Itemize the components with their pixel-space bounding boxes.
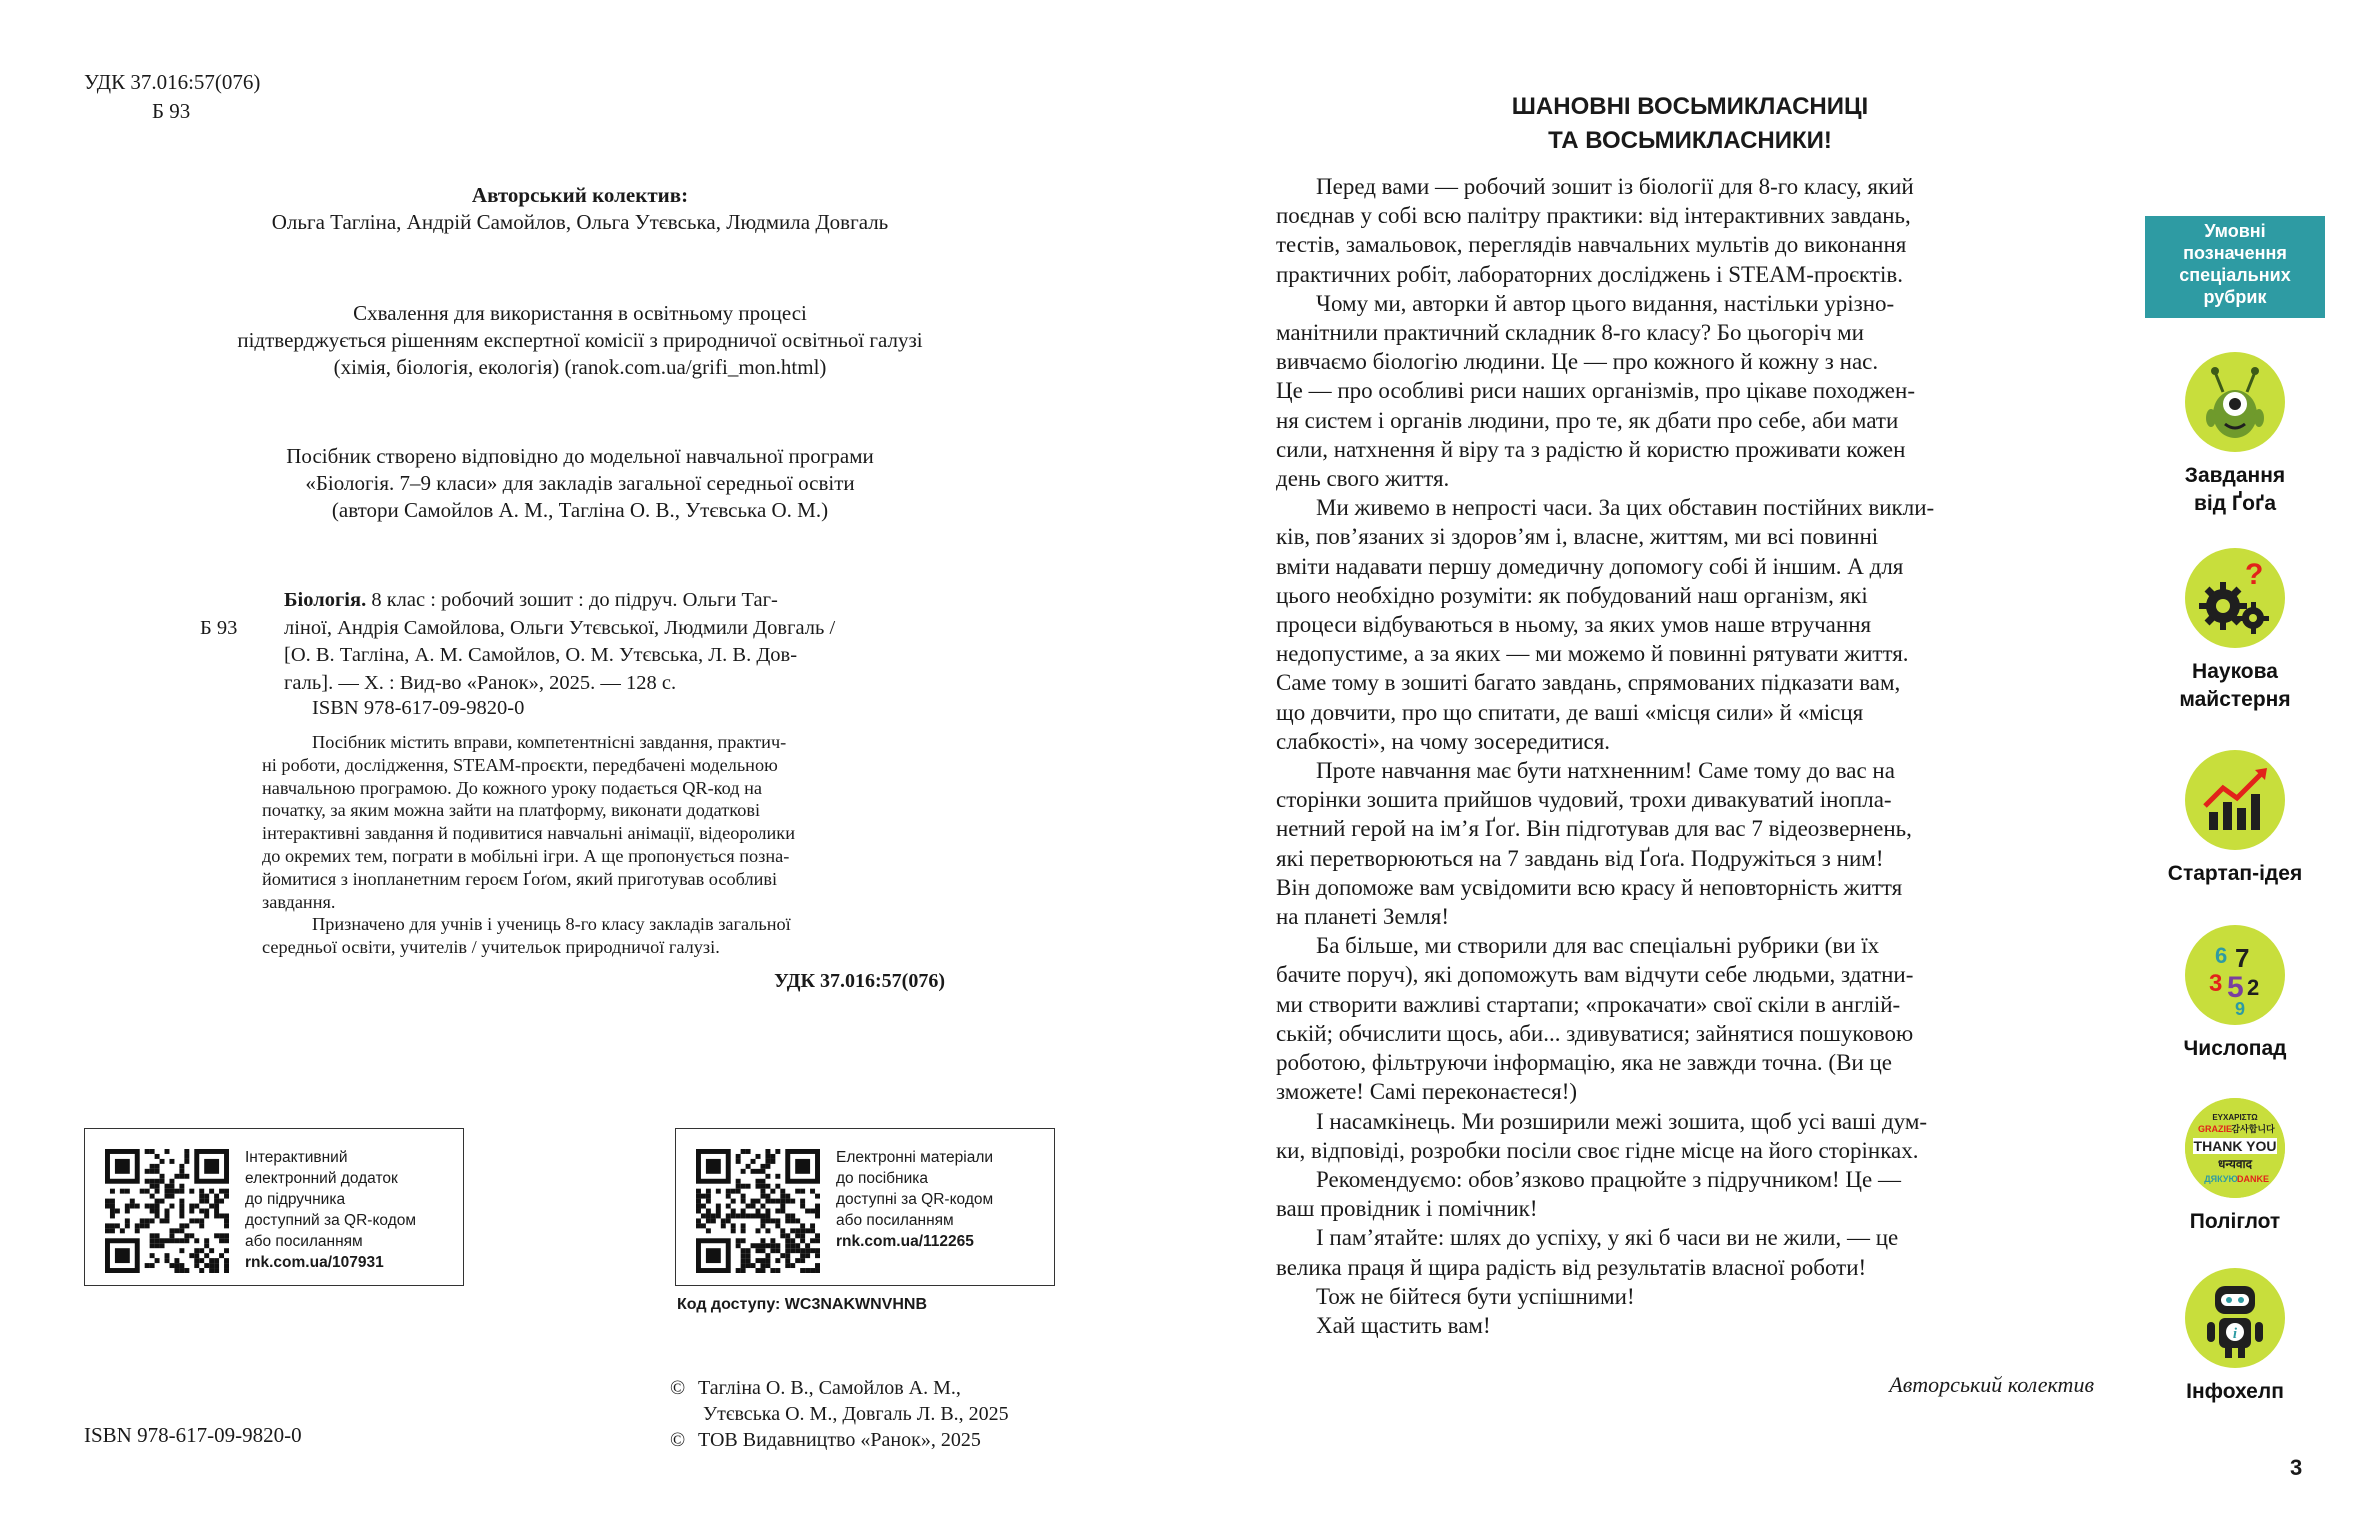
rubric-label-line: від Ґоґа <box>2193 492 2277 515</box>
preface-line: сили, натхнення й віру та з радістю й користю проживати кожен <box>1276 436 1906 462</box>
preface-line: ми створити важливі стартапи; «прокачати» свої скіли в англій- <box>1276 991 1901 1017</box>
biblio-code: Б 93 <box>200 616 238 639</box>
preface-text <box>1276 172 2094 1340</box>
rubrics-legend-box <box>2145 216 2325 318</box>
biblio-line: 8 клас : робочий зошит : до підруч. Ольги Таг- <box>366 589 778 611</box>
qr-caption-line: електронний додаток <box>245 1170 398 1187</box>
qr-block-materials <box>675 1128 1055 1286</box>
annotation-line: ні роботи, дослідження, STEAM-проєкти, передбачені модельною <box>262 754 778 775</box>
preface-line: бачите поруч), які допоможуть вам відчути себе людьми, здатни- <box>1276 962 1914 988</box>
preface-paragraph <box>1276 1311 2094 1340</box>
preface-line: що довчити, про що спитати, де ваші «місця сили» й «місця <box>1276 699 1864 725</box>
copyright-line: Утєвська О. М., Довгаль Л. В., 2025 <box>703 1403 1009 1425</box>
rubric-gog-tasks <box>2130 352 2340 518</box>
preface-line: І насамкінець. Ми розширили межі зошита, щоб усі ваші дум- <box>1316 1108 1928 1134</box>
qr-caption-line: доступні за QR-кодом <box>836 1191 994 1208</box>
rubric-label-line: майстерня <box>2179 688 2291 711</box>
polyglot-word: 감사합니다 <box>2231 1124 2275 1134</box>
rubric-science-workshop <box>2130 548 2340 714</box>
annotation-paragraph <box>262 731 945 913</box>
page-number: 3 <box>2290 1455 2303 1480</box>
preface-paragraph <box>1276 756 2094 931</box>
preface-line: Це — про особливі риси наших організмів, про цікаве походжен- <box>1276 378 1915 404</box>
preface-line: поєднав у собі всю палітру практики: від інтерактивних завдань, <box>1276 203 1911 229</box>
preface-line: нетний герой на ім’я Ґоґ. Він підготував для вас 7 відеозвернень, <box>1276 816 1912 842</box>
preface-paragraph <box>1276 172 2094 289</box>
signature: Авторський колектив <box>1889 1372 2094 1397</box>
gears-question-icon <box>2185 548 2285 648</box>
polyglot-word: ДЯКУЮ <box>2204 1174 2238 1184</box>
annotation-line: Призначено для учнів і учениць 8-го класу закладів загальної <box>312 914 791 935</box>
annotation-line: навчальною програмою. До кожного уроку подається QR-код на <box>262 777 763 798</box>
copyright-block <box>670 1375 1009 1453</box>
preface-line: Хай щастить вам! <box>1316 1312 1491 1338</box>
number-glyph: 5 <box>2227 971 2244 1004</box>
rubric-label-line: Завдання <box>2184 464 2286 487</box>
preface-line: Проте навчання має бути натхненним! Саме тому до вас на <box>1316 758 1895 784</box>
udk-header <box>84 68 260 126</box>
rubric-label <box>2130 658 2340 714</box>
preface-line: Саме тому в зошиті багато завдань, спрямованих підказати вам, <box>1276 670 1901 696</box>
preface-line: які перетворюються на 7 завдань від Ґоґа. Подружіться з ним! <box>1276 845 1884 871</box>
preface-paragraph <box>1276 1165 2094 1223</box>
preface-line: ня систем і органів людини, про те, як дбати про себе, аби мати <box>1276 407 1899 433</box>
rubric-label-line: Поліглот <box>2189 1210 2281 1233</box>
biblio-line: ліної, Андрія Самойлова, Ольги Утєвської, Людмили Довгаль / <box>284 616 836 639</box>
rubric-polyglot <box>2130 1098 2340 1236</box>
copyright-line: ТОВ Видавництво «Ранок», 2025 <box>698 1429 981 1451</box>
udk-code-bottom: УДК 37.016:57(076) <box>774 970 945 992</box>
qr-caption-line: Електронні матеріали <box>836 1149 994 1166</box>
legend-line: рубрик <box>2203 287 2267 307</box>
program-line: «Біологія. 7–9 класи» для закладів загальної середньої освіти <box>305 471 855 495</box>
qr-caption-line: до підручника <box>245 1191 346 1208</box>
svg-text:?: ? <box>2245 558 2264 591</box>
greeting-line: ШАНОВНІ ВОСЬМИКЛАСНИЦІ <box>1511 93 1869 120</box>
program-line: (автори Самойлов А. М., Тагліна О. В., Утєвська О. М.) <box>331 498 829 522</box>
preface-line: зможете! Самі переконаєтеся!) <box>1276 1079 1578 1105</box>
access-code: Код доступу: WC3NAKWNVHNB <box>677 1296 928 1313</box>
copyright-symbol: © <box>670 1429 686 1451</box>
greeting-line: ТА ВОСЬМИКЛАСНИКИ! <box>1548 127 1832 154</box>
rubric-label-line: Стартап-ідея <box>2167 862 2303 885</box>
preface-line: Ми живемо в непрості часи. За цих обставин постійних викли- <box>1316 495 1935 521</box>
number-glyph: 2 <box>2247 975 2260 1000</box>
qr-caption <box>836 1147 993 1252</box>
rubric-infohelp <box>2130 1268 2340 1406</box>
preface-line: на планеті Земля! <box>1276 904 1449 930</box>
preface-line: сторінки зошита прийшов чудовий, трохи дивакуватий інопла- <box>1276 787 1892 813</box>
preface-line: Рекомендуємо: обов’язково працюйте з підручником! Це — <box>1316 1166 1901 1192</box>
authors-block <box>140 182 1020 236</box>
annotation-line: завдання. <box>262 891 336 912</box>
annotation-line: йомитися з інопланетним героєм Ґоґом, який приготував особливі <box>262 868 778 889</box>
approval-line: (хімія, біологія, екологія) (ranok.com.ua/grifi_mon.html) <box>333 355 827 379</box>
preface-line: практичних робіт, лабораторних досліджень і STEAM-проєктів. <box>1276 261 1903 287</box>
polyglot-word: ΕΥΧΑΡΙΣΤΩ <box>2212 1113 2258 1122</box>
preface-line: велика праця й щира радість від результатів власної роботи! <box>1276 1254 1867 1280</box>
number-glyph: 9 <box>2235 999 2246 1019</box>
approval-note <box>140 300 1020 381</box>
rubric-label-line: Наукова <box>2192 660 2278 683</box>
author-mark-top: Б 93 <box>152 99 191 123</box>
qr-link[interactable]: rnk.com.ua/107931 <box>245 1254 384 1271</box>
qr-caption-line: до посібника <box>836 1170 929 1187</box>
biblio-line: [О. В. Тагліна, А. М. Самойлов, О. М. Утєвська, Л. В. Дов- <box>284 644 798 666</box>
udk-code-top: УДК 37.016:57(076) <box>84 70 261 94</box>
preface-line: роботою, фільтруючи інформацію, яка не завжди точна. (Ви це <box>1276 1050 1893 1076</box>
preface-line: ській; обчислити щось, аби... здивуватися; зайнятися пошуковою <box>1276 1020 1914 1046</box>
bibliographic-record <box>200 587 835 697</box>
rubric-numbers <box>2130 925 2340 1063</box>
preface-line: цього необхідно розуміти: як побудований наш організм, які <box>1276 582 1868 608</box>
copyright-symbol: © <box>670 1377 686 1399</box>
legend-line: позначення <box>2183 243 2287 263</box>
number-glyph: 6 <box>2215 943 2228 968</box>
qr-code-icon[interactable] <box>105 1149 229 1273</box>
preface-line: манітнили практичний складник 8-го класу? Бо цьогоріч ми <box>1276 320 1864 346</box>
polyglot-word: THANK YOU <box>2193 1138 2277 1154</box>
rubric-label <box>2130 462 2340 518</box>
rubric-label <box>2130 860 2340 888</box>
approval-line: підтверджується рішенням експертної комісії з природничої освітньої галузі <box>237 328 923 352</box>
authors-heading: Авторський колектив: <box>471 183 689 207</box>
annotation-line: до окремих тем, пограти в мобільні ігри. А ще пропонується позна- <box>262 845 790 866</box>
polyglot-word: DANKE <box>2236 1174 2270 1184</box>
rubric-startup-idea <box>2130 750 2340 888</box>
rubric-label-line: Числопад <box>2183 1037 2287 1060</box>
preface-line: ків, пов’язаних зі здоров’ям і, власне, життям, ми всі повинні <box>1276 524 1879 550</box>
preface-line: ваш провідник і помічник! <box>1276 1196 1538 1222</box>
preface-paragraph <box>1276 1107 2094 1165</box>
rubric-label <box>2130 1208 2340 1236</box>
biblio-line: галь]. — Х. : Вид-во «Ранок», 2025. — 128 с. <box>284 671 677 694</box>
preface-paragraph <box>1276 1282 2094 1311</box>
program-note <box>140 443 1020 524</box>
preface-line: вивчаємо біологію людини. Це — про кожного й кожну з нас. <box>1276 349 1879 375</box>
isbn-bottom: ISBN 978-617-09-9820-0 <box>84 1423 302 1447</box>
svg-text:i: i <box>2232 1326 2238 1342</box>
authors-names: Ольга Тагліна, Андрій Самойлов, Ольга Утєвська, Людмила Довгаль <box>271 210 889 234</box>
preface-line: І пам’ятайте: шлях до успіху, у які б часи ви не жили, — це <box>1316 1225 1899 1251</box>
number-glyph: 7 <box>2235 943 2250 973</box>
annotation <box>262 731 945 959</box>
preface-line: тестів, замальовок, переглядів навчальних мультів до виконання <box>1276 232 1907 258</box>
annotation-paragraph <box>262 913 945 959</box>
preface-line: день свого життя. <box>1276 466 1450 492</box>
polyglot-word: GRAZIE <box>2197 1124 2233 1134</box>
preface-line: Тож не бійтеся бути успішними! <box>1316 1283 1635 1309</box>
preface-line: вміти надавати першу домедичну допомогу собі й іншим. А для <box>1276 553 1904 579</box>
greeting-heading <box>1340 90 2040 158</box>
legend-line: спеціальних <box>2179 265 2291 285</box>
qr-caption-line: або посиланням <box>836 1212 954 1229</box>
preface-line: слабкості», на чому зосередитися. <box>1276 728 1611 754</box>
preface-line: процеси відбуваються в ньому, за яких умов наше втручання <box>1276 612 1872 638</box>
preface-paragraph <box>1276 289 2094 493</box>
qr-code-icon[interactable] <box>696 1149 820 1273</box>
qr-caption <box>245 1147 416 1273</box>
qr-caption-line: доступний за QR-кодом <box>245 1212 417 1229</box>
numbers-icon <box>2185 925 2285 1025</box>
robot-info-icon <box>2185 1268 2285 1368</box>
languages-icon <box>2185 1098 2285 1198</box>
polyglot-word: धन्यवाद <box>2217 1157 2253 1171</box>
preface-line: ки, відповіді, розробки посіли своє гідне місце на його сторінках. <box>1276 1137 1919 1163</box>
alien-gog-icon <box>2185 352 2285 452</box>
legend-line: Умовні <box>2204 221 2266 241</box>
qr-caption-line: Інтерактивний <box>245 1149 348 1166</box>
program-line: Посібник створено відповідно до модельної навчальної програми <box>286 444 874 468</box>
rubric-label <box>2130 1035 2340 1063</box>
annotation-line: Посібник містить вправи, компетентнісні завдання, практич- <box>312 732 787 752</box>
annotation-line: середньої освіти, учителів / учительок природничої галузі. <box>262 937 720 958</box>
preface-line: Ба більше, ми створили для вас спеціальні рубрики (ви їх <box>1316 933 1880 959</box>
preface-line: Він допоможе вам усвідомити всю красу й неповторність життя <box>1276 874 1903 900</box>
rubric-label <box>2130 1378 2340 1406</box>
qr-link[interactable]: rnk.com.ua/112265 <box>836 1233 974 1250</box>
preface-line: недопустиме, а за яких — ми можемо й повинні рятувати життя. <box>1276 641 1909 667</box>
rubric-label-line: Інфохелп <box>2186 1380 2284 1403</box>
qr-caption-line: або посиланням <box>245 1233 363 1250</box>
growth-chart-icon <box>2185 750 2285 850</box>
preface-line: Перед вами — робочий зошит із біології для 8-го класу, який <box>1316 174 1914 199</box>
number-glyph: 3 <box>2209 970 2223 997</box>
biblio-title: Біологія. <box>284 589 367 611</box>
annotation-line: інтерактивні завдання й подивитися навчальні анімації, відеоролики <box>262 823 795 844</box>
isbn-inline: ISBN 978-617-09-9820-0 <box>312 697 525 719</box>
preface-line: Чому ми, авторки й автор цього видання, настільки урізно- <box>1316 290 1895 316</box>
copyright-line: Тагліна О. В., Самойлов А. М., <box>698 1377 961 1399</box>
annotation-line: початку, за яким можна зайти на платформу, виконати додаткові <box>262 800 761 821</box>
preface-paragraph <box>1276 1223 2094 1281</box>
qr-block-interactive <box>84 1128 464 1286</box>
preface-paragraph <box>1276 493 2094 756</box>
preface-paragraph <box>1276 931 2094 1106</box>
approval-line: Схвалення для використання в освітньому процесі <box>353 301 807 325</box>
